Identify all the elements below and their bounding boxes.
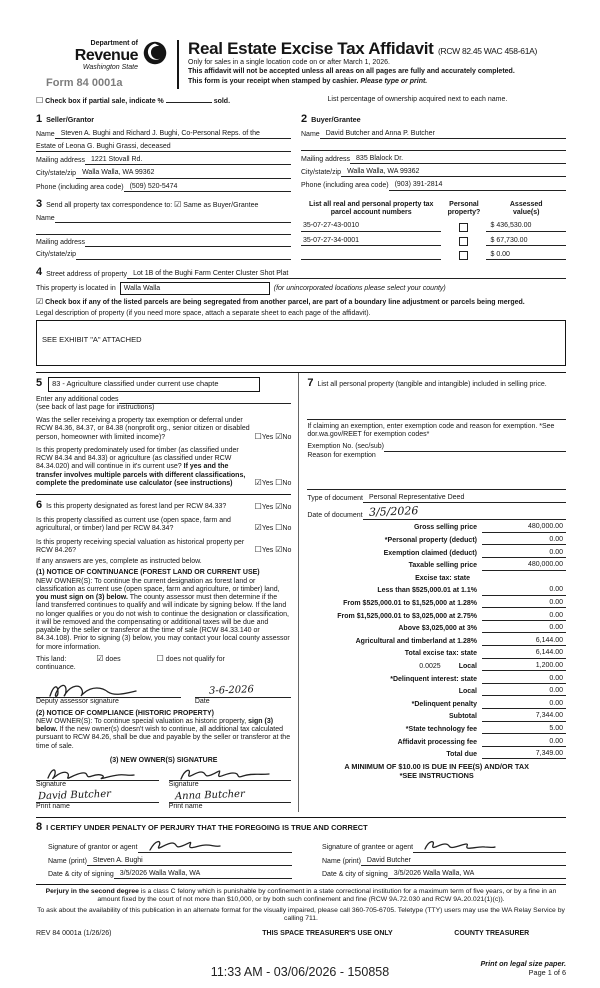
header-instruction-2: This affidavit will not be accepted unless all areas on all pages are fully and accurately completed.: [188, 68, 515, 76]
assessed-value-field[interactable]: $ 0.00: [486, 251, 566, 260]
seller-phone-label: Phone (including area code): [36, 183, 124, 191]
date-label: Date: [194, 698, 210, 706]
additional-codes-field[interactable]: [119, 396, 292, 404]
current-use-question-text: Is this property classified as current use (open space, farm and agricultural, or timber) land per RCW 84.34?: [36, 517, 231, 533]
legal-description-field[interactable]: SEE EXHIBIT "A" ATTACHED: [36, 320, 566, 366]
deputy-date-value: 3-6-2026: [208, 683, 254, 697]
section-8-number: 8: [36, 820, 43, 833]
parcel-col-header: List all real and personal property tax parcel account numbers: [308, 200, 434, 217]
predominate-use-question-bold: If yes and the transfer involves multiple parcels with different classifications, complete the predominate use calculator (see instructions): [36, 463, 246, 487]
tier1-field[interactable]: 0.00: [482, 586, 566, 595]
total-due-label: Total due: [446, 751, 477, 759]
seller-name-field-line2[interactable]: Estate of Leona G. Bughi Grassi, deceased: [36, 143, 291, 152]
buyer-mailing-field[interactable]: 835 Blalock Dr.: [350, 155, 566, 164]
dept-of-label: Department of: [90, 40, 138, 47]
q1-no-checkbox[interactable]: ☑: [275, 501, 283, 511]
grantor-signature-label: Signature of grantor or agent: [48, 844, 138, 852]
buyer-name-label: Name: [301, 130, 320, 138]
buyer-name-field[interactable]: David Butcher and Anna P. Butcher: [320, 130, 566, 139]
q2-yes-checkbox[interactable]: ☑: [254, 477, 262, 487]
located-in-label: This property is located in: [36, 284, 116, 292]
exemption-no-field[interactable]: [384, 444, 566, 452]
section-7-number: 7: [307, 376, 314, 389]
q2-no-checkbox[interactable]: ☐: [275, 523, 283, 533]
no-label: No: [282, 479, 292, 487]
right-column: [298, 373, 566, 812]
buyer-phone-label: Phone (including area code): [301, 182, 389, 190]
excise-tax-state-header: Excise tax: state: [415, 574, 470, 582]
local-rate-value: 0.0025: [419, 663, 441, 670]
tier1-label: Less than $525,000.01 at 1.1%: [377, 587, 477, 595]
personal-property-checkbox[interactable]: [459, 223, 468, 232]
does-not-checkbox[interactable]: ☐: [156, 653, 164, 663]
yes-label: Yes: [261, 546, 274, 554]
perjury-bold-text: Perjury in the second degree: [45, 888, 139, 896]
forest-land-question-text: Is this property designated as forest land per RCW 84.33?: [46, 503, 227, 511]
partial-sale-sold-label: sold.: [213, 98, 231, 106]
form-header: [36, 40, 566, 89]
perjury-notice: [36, 884, 566, 923]
correspondence-city-field[interactable]: [76, 252, 291, 260]
q1-no-checkbox[interactable]: ☑: [275, 431, 283, 441]
grantee-signature-label: Signature of grantee or agent: [322, 844, 414, 852]
total-due-field[interactable]: 7,349.00: [482, 750, 566, 759]
notice-compliance-text-1: NEW OWNER(S): To continue special valuation as historic property,: [36, 717, 249, 725]
exemption-deferral-question: [36, 417, 291, 442]
affidavit-processing-fee-field[interactable]: 0.00: [482, 738, 566, 747]
ownership-note: List percentage of ownership acquired next to each name.: [327, 96, 508, 104]
q1-yes-checkbox[interactable]: ☐: [254, 501, 262, 511]
partial-sale-percent-field[interactable]: [166, 96, 212, 103]
buyer-heading: Buyer/Grantee: [311, 114, 361, 124]
notice-continuance-text-2: The county assessor must then determine if the land transferred continues to qualify and will indicate by signing below. If the land no longer qualifies or you do not wish to continue the designation or classification, it will be removed and the compensating or additional taxes will be due and payable by the seller or transferor at the time of sale (RCW 84.33.140 or 84.34.108). Prior to signing (3) below, you may contact your local county assessor for more information.: [36, 594, 290, 651]
historic-property-question-text: Is this property receiving special valuation as historical property per RCW 84.26?: [36, 538, 245, 554]
certification-section: [36, 817, 566, 879]
parcel-number-field[interactable]: 35-07-27-34-0001: [301, 237, 441, 246]
tax-computation: [307, 520, 566, 759]
does-not-label: does not qualify for: [165, 655, 225, 663]
buyer-section: [301, 113, 566, 192]
assessed-value-col-header: Assessed value(s): [509, 200, 543, 217]
buyer-city-field[interactable]: Walla Walla, WA 99362: [341, 168, 566, 177]
same-as-buyer-label: Same as Buyer/Grantee: [183, 201, 259, 209]
print-legal-note: Print on legal size paper.: [480, 959, 566, 969]
tier4-field[interactable]: 0.00: [482, 624, 566, 633]
local-tax-field[interactable]: 1,200.00: [482, 662, 566, 671]
doc-date-field[interactable]: [363, 506, 566, 520]
certification-heading: I CERTIFY UNDER PENALTY OF PERJURY THAT THE FOREGOING IS TRUE AND CORRECT: [46, 822, 368, 832]
county-note: (for unincorporated locations please select your county): [273, 284, 446, 292]
state-technology-fee-label: *State technology fee: [405, 725, 477, 733]
assessed-value-field[interactable]: $ 67,730.00: [486, 237, 566, 246]
taxable-selling-price-label: Taxable selling price: [408, 562, 477, 570]
notice-continuance-title: (1) NOTICE OF CONTINUANCE (FOREST LAND OR CURRENT USE): [36, 569, 260, 577]
section-5-number: 5: [36, 377, 43, 390]
page-number: Page 1 of 6: [528, 968, 566, 977]
grantee-signature-icon: [421, 837, 499, 854]
correspondence-mailing-field[interactable]: [85, 239, 291, 247]
tier3-field[interactable]: 0.00: [482, 612, 566, 621]
buyer-mailing-label: Mailing address: [301, 155, 351, 163]
owner1-print-name-field[interactable]: [36, 789, 159, 803]
notice-compliance-bold: sign (3) below.: [36, 717, 274, 734]
answers-yes-note: If any answers are yes, complete as instructed below.: [36, 558, 202, 566]
form-title: [188, 40, 566, 57]
seller-city-label: City/state/zip: [36, 170, 77, 178]
personal-property-checkbox[interactable]: [459, 251, 468, 260]
correspondence-city-label: City/state/zip: [36, 251, 77, 259]
treasurer-space-label: THIS SPACE TREASURER'S USE ONLY: [262, 930, 393, 938]
receipt-note: This form is your receipt when stamped by cashier.: [188, 78, 359, 85]
section-2-number: 2: [301, 112, 308, 125]
no-label: No: [282, 525, 292, 533]
q3-yes-checkbox[interactable]: ☐: [254, 544, 262, 554]
personal-property-col-header: Personal property?: [447, 200, 481, 217]
delinquent-penalty-label: *Delinquent penalty: [411, 700, 477, 708]
county-select[interactable]: Walla Walla: [120, 282, 270, 295]
notice-compliance-body: [36, 718, 291, 751]
owner2-signature[interactable]: [169, 765, 292, 781]
exemption-claimed-label: Exemption claimed (deduct): [383, 549, 477, 557]
seller-mailing-field[interactable]: 1221 Stovall Rd.: [85, 156, 291, 165]
seller-city-field[interactable]: Walla Walla, WA 99362: [76, 169, 291, 178]
grantor-name-label: Name (print): [48, 857, 87, 865]
q2-yes-checkbox[interactable]: ☑: [254, 523, 262, 533]
seller-phone-field[interactable]: (509) 520-5474: [124, 183, 291, 192]
predominate-use-question-text: Is this property predominately used for timber (as classified under RCW 84.34 and 84.33) or agriculture (as classified under RCW 84.34.020) and will continue in it's current use?: [36, 446, 239, 471]
taxable-selling-price-field[interactable]: 480,000.00: [482, 561, 566, 570]
doc-date-value: 3/5/2026: [368, 504, 419, 520]
seller-heading: Seller/Grantor: [46, 114, 95, 124]
forest-land-question: [36, 499, 291, 512]
personal-property-heading: List all personal property (tangible and intangible) included in selling price.: [317, 380, 547, 388]
owner2-print-name: Anna Butcher: [174, 788, 245, 802]
tier3-label: From $1,525,000.01 to $3,025,000 at 2.75%: [337, 612, 477, 620]
current-use-question: [36, 517, 291, 534]
delinquent-penalty-field[interactable]: 0.00: [482, 700, 566, 709]
q2-no-checkbox[interactable]: ☐: [275, 477, 283, 487]
alternate-format-note: To ask about the availability of this publication in an alternate format for the visually impaired, please call 360-705-6705. Teletype (TTY) users may use the WA Relay Service by calling 711.: [37, 907, 565, 923]
personal-property-checkbox[interactable]: [459, 237, 468, 246]
rcw-reference: (RCW 82.45 WAC 458-61A): [437, 46, 538, 56]
buyer-name-field-line2[interactable]: [301, 143, 566, 151]
rev-form-number: REV 84 0001a (1/26/26): [36, 930, 112, 938]
total-excise-state-field[interactable]: 6,144.00: [482, 649, 566, 658]
grantee-name-field[interactable]: David Butcher: [361, 857, 566, 866]
tier2-label: From $525,000.01 to $1,525,000 at 1.28%: [343, 600, 477, 608]
exemption-claimed-field[interactable]: 0.00: [482, 549, 566, 558]
deputy-date-field[interactable]: [195, 682, 292, 698]
use-code-section: [36, 377, 291, 392]
correspondence-name-field[interactable]: [55, 215, 291, 223]
correspondence-section: [36, 198, 301, 260]
owner1-signature[interactable]: [36, 765, 159, 781]
parcel-row: [301, 237, 566, 246]
grantor-date-label: Date & city of signing: [48, 870, 114, 878]
exemption-note: If claiming an exemption, enter exemption code and reason for exemption. *See dor.wa.gov/REET for exemption codes*: [307, 422, 555, 439]
tier4-label: Above $3,025,000 at 3%: [398, 625, 477, 633]
q3-no-checkbox[interactable]: ☑: [275, 544, 283, 554]
no-label: No: [282, 503, 292, 511]
notice-continuance-bold: you must sign on (3) below.: [36, 594, 128, 602]
dor-logo-block: [36, 40, 168, 89]
assessed-value-field[interactable]: $ 436,530.00: [486, 222, 566, 231]
local-tax-label: Local: [458, 663, 477, 670]
property-section: [36, 266, 566, 366]
gross-selling-price-label: Gross selling price: [413, 524, 477, 532]
header-instruction-1: Only for sales in a single location code on or after March 1, 2026.: [188, 58, 390, 66]
seller-name-field[interactable]: Steven A. Bughi and Richard J. Bughi, Co-Personal Reps. of the: [55, 130, 291, 139]
type-or-print-note: Please type or print.: [360, 78, 428, 85]
deputy-signature-label: Deputy assessor signature: [36, 698, 119, 706]
form-number: Form 84 0001a: [46, 76, 123, 89]
land-designation-section: [36, 494, 291, 811]
header-divider: [177, 40, 179, 89]
segregated-label: Check box if any of the listed parcels are being segregated from another parcel, are part of a boundary line adjustment or parcels being merged.: [45, 299, 525, 307]
delinquent-interest-local-field[interactable]: 0.00: [482, 687, 566, 696]
does-label: does: [105, 655, 121, 663]
notice-compliance-text-2: If the new owner(s) doesn't wish to continue, all additional tax calculated pursuant to RCW 84.26, shall be due and payable by the seller or transferor at the time of sale.: [36, 726, 291, 750]
notice-compliance-title: (2) NOTICE OF COMPLIANCE (HISTORIC PROPERTY): [36, 709, 214, 717]
agricultural-timberland-label: Agricultural and timberland at 1.28%: [355, 637, 477, 645]
see-instructions-note: *SEE INSTRUCTIONS: [399, 771, 474, 781]
grantee-signature[interactable]: [413, 838, 566, 853]
seller-mailing-label: Mailing address: [36, 157, 86, 165]
buyer-phone-field[interactable]: (903) 391-2814: [389, 181, 566, 190]
section-6-number: 6: [36, 499, 43, 512]
no-label: No: [282, 546, 292, 554]
land-qualify-row: [36, 655, 291, 664]
owner2-print-name-field[interactable]: [169, 789, 292, 803]
doc-type-label: Type of document: [307, 494, 363, 502]
grantee-date-label: Date & city of signing: [322, 870, 388, 878]
notice-continuance-body: [36, 578, 291, 652]
section-1-number: 1: [36, 112, 43, 125]
left-column: [36, 373, 298, 812]
grantor-name-field[interactable]: Steven A. Bughi: [87, 857, 292, 866]
delinquent-interest-state-label: *Delinquent interest: state: [390, 675, 477, 683]
notice-continuance-text-1: NEW OWNER(S): To continue the current designation as forest land or classification as current use (open space, farm and agriculture, or timber) land,: [36, 577, 280, 593]
grantee-name-label: Name (print): [322, 857, 361, 865]
this-land-label: This land:: [36, 655, 67, 663]
subtotal-field[interactable]: 7,344.00: [482, 712, 566, 721]
print-name-label: Print name: [168, 803, 203, 811]
correspondence-name-field-line2[interactable]: [36, 227, 291, 235]
form-title-text: Real Estate Excise Tax Affidavit: [188, 39, 434, 58]
grantor-signature-icon: [146, 837, 224, 854]
signature-label: Signature: [168, 781, 199, 789]
yes-label: Yes: [261, 525, 274, 533]
print-name-label: Print name: [36, 803, 70, 811]
parcel-row: [301, 251, 566, 260]
personal-property-field[interactable]: [307, 412, 566, 420]
segregated-checkbox[interactable]: ☑: [36, 297, 44, 307]
doc-date-label: Date of document: [307, 511, 363, 519]
seller-section: [36, 113, 301, 192]
correspondence-name-label: Name: [36, 214, 55, 222]
header-instruction-3: [188, 78, 566, 86]
agricultural-timberland-field[interactable]: 6,144.00: [482, 637, 566, 646]
revenue-label: Revenue: [74, 47, 138, 65]
signature-label: Signature: [36, 781, 66, 789]
no-label: No: [282, 433, 292, 441]
partial-sale-checkbox[interactable]: ☐: [36, 96, 44, 106]
dor-swirl-logo-icon: [142, 40, 168, 66]
additional-codes-label: Enter any additional codes: [36, 395, 119, 403]
yes-label: Yes: [261, 433, 274, 441]
personal-property-deduct-field[interactable]: 0.00: [482, 536, 566, 545]
buyer-city-label: City/state/zip: [301, 169, 342, 177]
washington-state-label: Washington State: [82, 64, 138, 72]
delinquent-interest-local-label: Local: [458, 688, 477, 696]
delinquent-interest-state-field[interactable]: 0.00: [482, 675, 566, 684]
classification-code-select[interactable]: 83 - Agriculture classified under current use chapte: [48, 377, 260, 392]
partial-sale-row: [36, 96, 328, 106]
doc-type-field[interactable]: Personal Representative Deed: [363, 494, 566, 503]
exemption-no-label: Exemption No. (sec/sub): [307, 443, 384, 451]
parcel-table: [301, 198, 566, 260]
grantor-signature[interactable]: [138, 838, 292, 853]
perjury-text: is a class C felony which is punishable by confinement in a state correctional institution for a maximum term of five years, or by a fine in an amount fixed by the court of not more than $10,000, or by both such confinement and fine (RCW 9A.72.030 and RCW 9A.20.021(1)(c)).: [97, 888, 557, 904]
yes-label: Yes: [261, 479, 274, 487]
historic-property-question: [36, 539, 291, 556]
reason-exemption-field[interactable]: [307, 482, 566, 490]
section-3-number: 3: [36, 197, 43, 210]
subtotal-label: Subtotal: [448, 713, 477, 721]
affidavit-processing-fee-label: Affidavit processing fee: [397, 738, 477, 746]
grantor-date-field[interactable]: 3/5/2026 Walla Walla, WA: [114, 870, 292, 879]
scan-timestamp: 11:33 AM - 03/06/2026 - 150858: [210, 965, 390, 980]
legal-description-label: Legal description of property (if you need more space, attach a separate sheet to each page of the affidavit).: [36, 309, 371, 317]
personal-property-deduct-label: *Personal property (deduct): [384, 537, 477, 545]
deputy-assessor-signature[interactable]: [36, 682, 181, 698]
new-owner-signature-title: (3) NEW OWNER(S) SIGNATURE: [109, 756, 218, 764]
seller-name-label: Name: [36, 130, 55, 138]
street-address-label: Street address of property: [46, 270, 128, 278]
yes-label: Yes: [261, 503, 274, 511]
q1-yes-checkbox[interactable]: ☐: [254, 431, 262, 441]
county-treasurer-label: COUNTY TREASURER: [454, 930, 530, 938]
deputy-signature-icon: [44, 681, 148, 699]
street-address-field[interactable]: Lot 1B of the Bughi Farm Center Cluster Shot Plat: [127, 270, 566, 279]
parcel-number-field[interactable]: 35-07-27-43-0010: [301, 222, 441, 231]
does-checkbox[interactable]: ☑: [96, 653, 104, 663]
additional-codes-note: (see back of last page for instructions): [36, 403, 155, 411]
parcel-number-field[interactable]: [301, 252, 441, 260]
predominate-use-question: [36, 447, 291, 488]
minimum-due-note: A MINIMUM OF $10.00 IS DUE IN FEE(S) AND/OR TAX: [344, 762, 529, 772]
section-4-number: 4: [36, 266, 43, 279]
exemption-deferral-question-text: Was the seller receiving a property tax exemption or deferral under RCW 84.36, 84.37, or 84.38 (nonprofit org., senior citizen or disabled person, homeowner with limited income)?: [36, 417, 250, 441]
correspondence-mailing-label: Mailing address: [36, 239, 86, 247]
total-excise-state-label: Total excise tax: state: [404, 650, 477, 658]
reason-exemption-label: Reason for exemption: [307, 451, 376, 459]
same-as-buyer-checkbox[interactable]: ☑: [174, 199, 182, 209]
gross-selling-price-field[interactable]: 480,000.00: [482, 523, 566, 532]
grantee-date-field[interactable]: 3/5/2026 Walla Walla, WA: [388, 870, 566, 879]
tier2-field[interactable]: 0.00: [482, 599, 566, 608]
continuance-label: continuance.: [36, 664, 76, 672]
correspondence-heading: Send all property tax correspondence to:: [46, 201, 173, 209]
parcel-row: [301, 222, 566, 231]
partial-sale-label: Check box if partial sale, indicate %: [45, 98, 164, 106]
owner1-signature-icon: [44, 764, 140, 782]
personal-property-section: [307, 377, 566, 390]
owner2-signature-icon: [177, 764, 273, 782]
owner1-print-name: David Butcher: [37, 788, 112, 802]
state-technology-fee-field[interactable]: 5.00: [482, 725, 566, 734]
footer-row: [36, 930, 566, 938]
